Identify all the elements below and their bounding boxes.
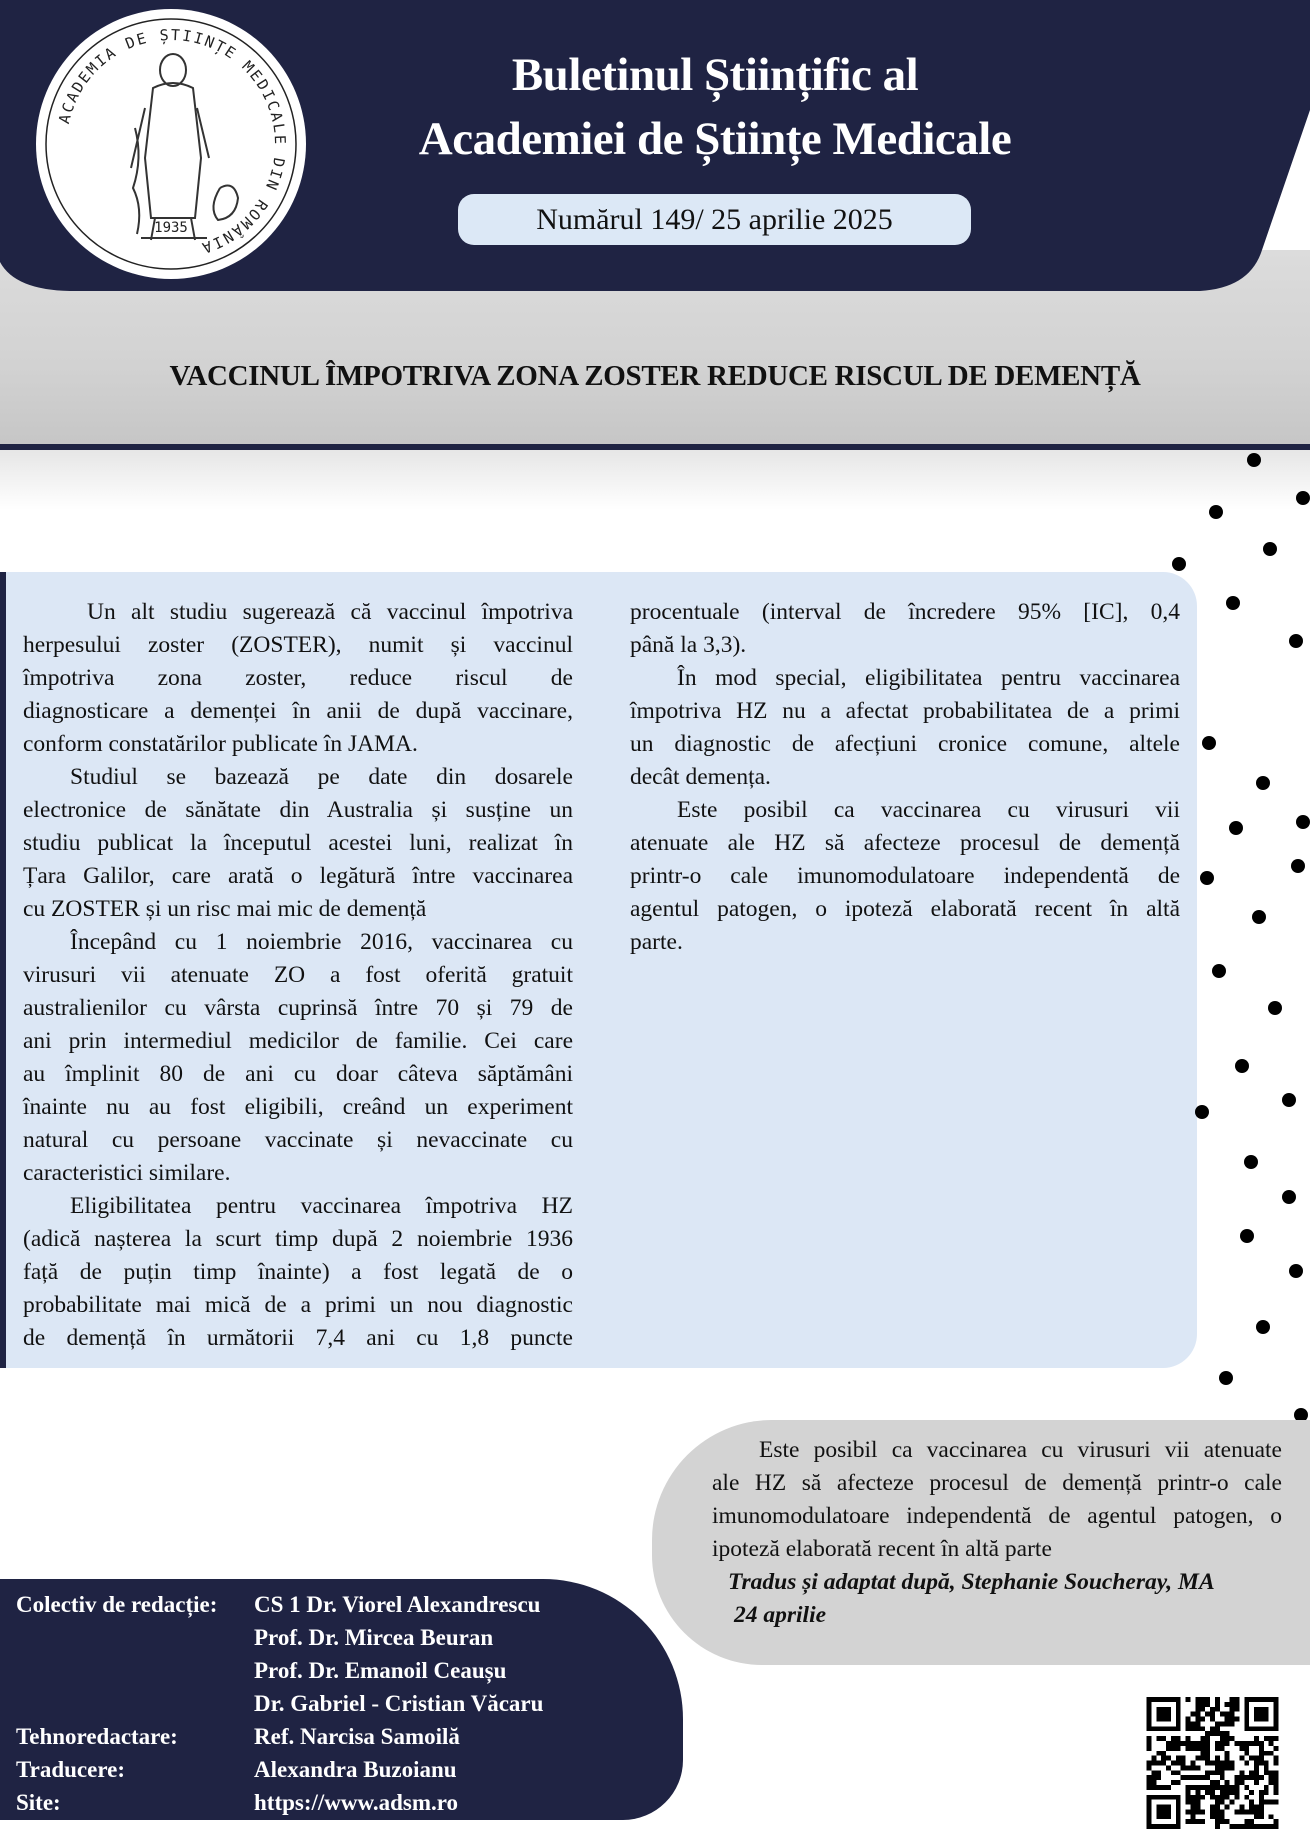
text-line: caracteristici similare.: [23, 1160, 231, 1186]
text-line: printr-o cale imunomodulatoare independentă de: [630, 863, 1180, 889]
decorative-dot: [1240, 1229, 1254, 1243]
decorative-dot: [1226, 596, 1240, 610]
text-line: un diagnostic de afecțiuni cronice comune, altele: [630, 731, 1180, 757]
text-line: înainte nu au fost eligibili, creând un experiment: [23, 1094, 573, 1120]
credit-value: CS 1 Dr. Viorel Alexandrescu: [254, 1592, 541, 1617]
journal-title-line1: Buletinul Științific al: [511, 49, 919, 101]
text-line: electronice de sănătate din Australia și susține un: [23, 797, 573, 823]
credit-row: [16, 1654, 543, 1687]
credit-value: Ref. Narcisa Samoilă: [254, 1724, 460, 1749]
decorative-dot: [1195, 1105, 1209, 1119]
decorative-dot: [1202, 736, 1216, 750]
credit-row: [16, 1753, 543, 1786]
text-line: studiu publicat la începutul acestei luni, realizat în: [23, 830, 573, 856]
text-line: Studiul se bazează pe date din dosarele: [70, 764, 573, 790]
text-line: Un alt studiu sugerează că vaccinul împotriva: [87, 599, 573, 625]
decorative-dot: [1209, 505, 1223, 519]
credit-value: Dr. Gabriel - Cristian Văcaru: [254, 1691, 544, 1716]
credit-label: [16, 1654, 254, 1687]
pull-quote: [712, 1434, 1282, 1632]
decorative-dot: [1289, 634, 1303, 648]
shadow: [0, 450, 1310, 510]
decorative-dot: [1296, 815, 1310, 829]
credit-label: Traducere:: [16, 1757, 126, 1782]
text-line: probabilitate mai mică de a primi un nou diagnostic: [23, 1292, 573, 1318]
decorative-dot: [1172, 557, 1186, 571]
decorative-dot: [1282, 1093, 1296, 1107]
text-line: Începând cu 1 noiembrie 2016, vaccinarea cu: [70, 929, 573, 955]
text-line: împotriva HZ nu a afectat probabilitatea de a primi: [630, 698, 1180, 724]
credit-value: Prof. Dr. Mircea Beuran: [254, 1625, 494, 1650]
text-line: împotriva zona zoster, reduce riscul de: [23, 665, 573, 691]
text-line: de demență în următorii 7,4 ani cu 1,8 puncte: [23, 1325, 573, 1351]
quote-line: imunomodulatoare independentă de agentul patogen, o: [712, 1503, 1282, 1529]
text-line: australienilor cu vârsta cuprinsă între 70 și 79 de: [23, 995, 573, 1021]
decorative-dot: [1282, 1190, 1296, 1204]
credit-row: [16, 1621, 543, 1654]
editorial-credits: [16, 1588, 543, 1819]
text-line: conform constatărilor publicate în JAMA.: [23, 731, 418, 757]
credit-value: Prof. Dr. Emanoil Ceaușu: [254, 1658, 507, 1683]
academy-logo: [35, 8, 307, 280]
svg-text:1935: 1935: [154, 220, 188, 236]
text-line: Este posibil ca vaccinarea cu virusuri vii: [677, 797, 1180, 823]
quote-date: 24 aprilie: [734, 1602, 827, 1628]
decorative-dot: [1229, 821, 1243, 835]
credit-value[interactable]: https://www.adsm.ro: [254, 1790, 459, 1815]
quote-line: ale HZ să afecteze procesul de demență printr-o cale: [712, 1470, 1282, 1496]
text-line: (adică nașterea la scurt timp după 2 noiembrie 1936: [23, 1226, 573, 1252]
text-line: virusuri vii atenuate ZO a fost oferită gratuit: [23, 962, 573, 988]
decorative-dot: [1200, 871, 1214, 885]
decorative-dot: [1296, 491, 1310, 505]
text-line: parte.: [630, 929, 683, 955]
decorative-dot: [1219, 1371, 1233, 1385]
text-line: au împlinit 80 de ani cu doar câteva săptămâni: [23, 1061, 573, 1087]
decorative-dot: [1256, 776, 1270, 790]
decorative-dot: [1212, 964, 1226, 978]
svg-text:ACADEMIA DE ȘTIINȚE MEDICALE D: ACADEMIA DE ȘTIINȚE MEDICALE DIN ROMÂNIA: [55, 25, 290, 258]
credit-row: [16, 1687, 543, 1720]
text-line: Țara Galilor, care arată o legătură între vaccinarea: [23, 863, 573, 889]
quote-line: ipoteză elaborată recent în altă parte: [712, 1536, 1052, 1562]
quote-source: Tradus și adaptat după, Stephanie Soucheray, MA: [728, 1569, 1215, 1595]
text-line: cu ZOSTER și un risc mai mic de demență: [23, 896, 427, 922]
article-column-2: [630, 596, 1180, 959]
text-line: decât demența.: [630, 764, 771, 790]
text-line: față de puțin timp înainte) a fost legată de o: [23, 1259, 573, 1285]
decorative-dot: [1244, 1155, 1258, 1169]
text-line: herpesului zoster (ZOSTER), numit și vaccinul: [23, 632, 573, 658]
credit-label: Site:: [16, 1790, 61, 1815]
decorative-dot: [1247, 453, 1261, 467]
qr-code[interactable]: [1145, 1697, 1280, 1829]
text-line: până la 3,3).: [630, 632, 747, 658]
credit-label: [16, 1621, 254, 1654]
decorative-dot: [1268, 1001, 1282, 1015]
credit-label: Tehnoredactare:: [16, 1724, 178, 1749]
quote-line: Este posibil ca vaccinarea cu virusuri vii atenuate: [759, 1437, 1282, 1463]
accent-bar: [0, 572, 6, 1368]
credit-row: [16, 1786, 543, 1819]
decorative-dot: [1235, 1059, 1249, 1073]
credit-label: [16, 1687, 254, 1720]
credit-value: Alexandra Buzoianu: [254, 1757, 457, 1782]
journal-title-line2: Academiei de Științe Medicale: [418, 113, 1012, 165]
text-line: agentul patogen, o ipoteză elaborată recent în altă: [630, 896, 1180, 922]
text-line: natural cu persoane vaccinate și nevaccinate cu: [23, 1127, 573, 1153]
decorative-dot: [1256, 1320, 1270, 1334]
credit-row: [16, 1720, 543, 1753]
article-title: VACCINUL ÎMPOTRIVA ZONA ZOSTER REDUCE RISCUL DE DEMENȚĂ: [169, 360, 1141, 392]
decorative-dot: [1263, 542, 1277, 556]
text-line: Eligibilitatea pentru vaccinarea împotriva HZ: [70, 1193, 573, 1219]
issue-badge: Numărul 149/ 25 aprilie 2025: [458, 194, 971, 245]
text-line: procentuale (interval de încredere 95% [IC], 0,4: [630, 599, 1180, 625]
credit-row: [16, 1588, 543, 1621]
text-line: diagnosticare a demenței în anii de după vaccinare,: [23, 698, 573, 724]
text-line: atenuate ale HZ să afecteze procesul de demență: [630, 830, 1180, 856]
credit-label: Colectiv de redacție:: [16, 1592, 218, 1617]
decorative-dot: [1291, 859, 1305, 873]
article-column-1: [23, 596, 573, 1355]
decorative-dot: [1252, 910, 1266, 924]
text-line: În mod special, eligibilitatea pentru vaccinarea: [677, 665, 1180, 691]
decorative-dot: [1289, 1264, 1303, 1278]
text-line: ani prin intermediul medicilor de familie. Cei care: [23, 1028, 573, 1054]
